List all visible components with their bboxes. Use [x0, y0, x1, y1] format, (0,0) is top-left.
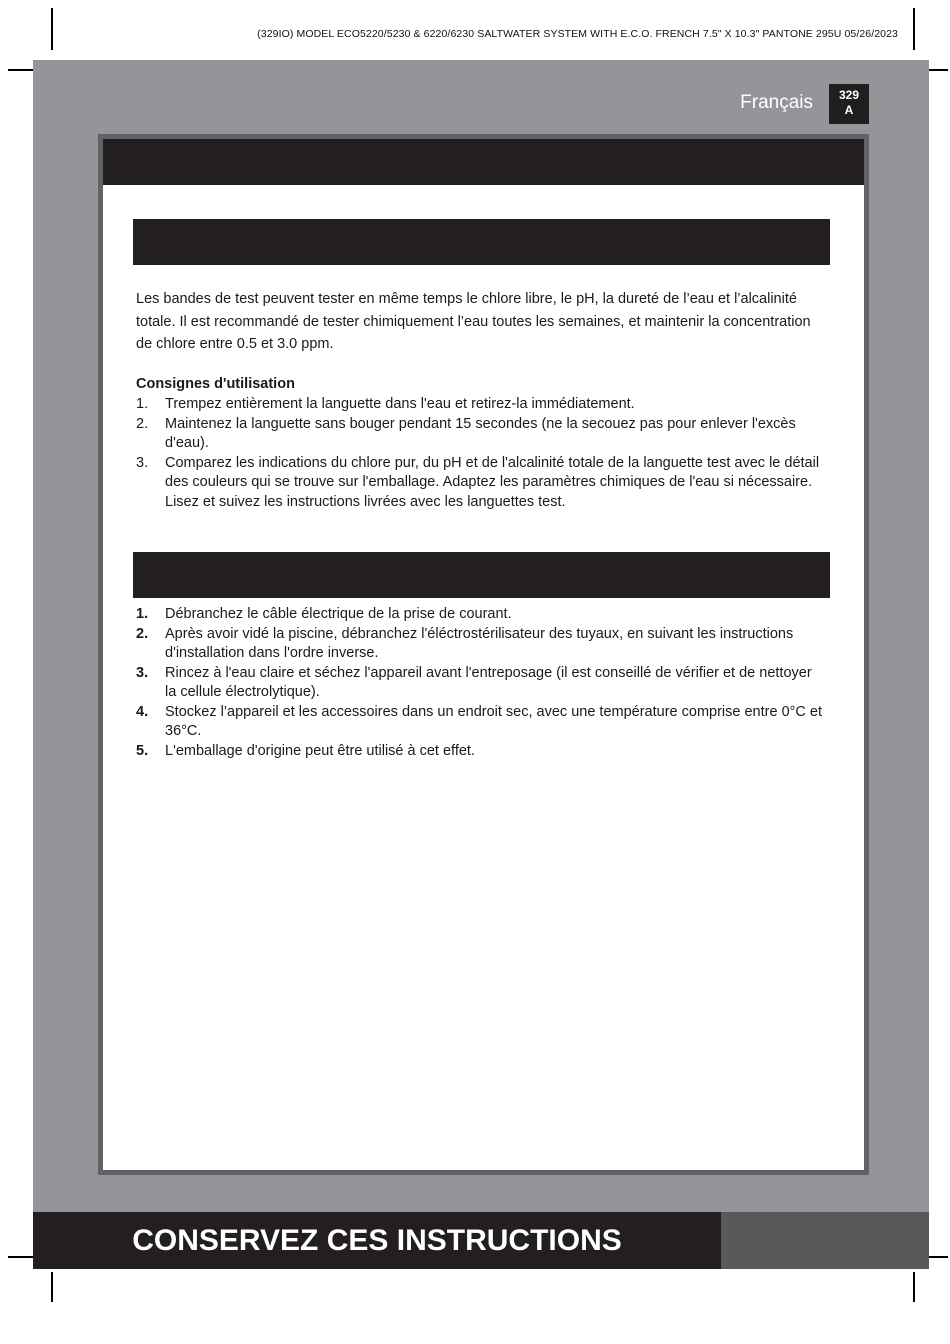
step-number: 4. [136, 703, 149, 720]
content-frame [98, 134, 869, 1175]
step-text: Après avoir vidé la piscine, débranchez l'éléctrostérilisateur des tuyaux, en suivant les instructions d'installation dans l'ordre inverse. [165, 625, 794, 661]
step-text: Stockez l’appareil et les accessoires dans un endroit sec, avec une température comprise entre 0°C et 36°C. [165, 703, 823, 739]
step-text: Maintenez la languette sans bouger pendant 15 secondes (ne la secouez pas pour enlever l'excès d'eau). [165, 415, 796, 451]
step-number: 2. [136, 625, 149, 642]
list-item [136, 664, 826, 703]
footer-banner: CONSERVEZ CES INSTRUCTIONS [33, 1212, 721, 1269]
list-item [136, 742, 826, 762]
step-number: 3. [136, 454, 149, 471]
test-steps-list [136, 395, 826, 512]
list-item [136, 395, 826, 415]
step-text: Débranchez le câble électrique de la prise de courant. [165, 606, 512, 622]
page-number: 329 [838, 88, 860, 102]
list-item [136, 415, 826, 454]
storage-section-bar [133, 552, 830, 598]
language-label: Français [740, 92, 813, 113]
step-number: 1. [136, 396, 149, 412]
storage-steps-list [136, 605, 826, 761]
print-spec-header: (329IO) MODEL ECO5220/5230 & 6220/6230 SALTWATER SYSTEM WITH E.C.O. FRENCH 7.5" X 10.3" PANTONE 295U 05/26/2023 [257, 28, 898, 40]
step-number: 3. [136, 664, 149, 681]
step-number: 5. [136, 742, 149, 759]
crop-mark-bl-vertical [51, 1272, 53, 1302]
list-item [136, 605, 826, 625]
crop-mark-br-vertical [913, 1272, 915, 1302]
test-intro-paragraph: Les bandes de test peuvent tester en même temps le chlore libre, le pH, la dureté de l’eau et l’alcalinité totale. Il est recommandé de tester chimiquement l’eau toutes les semaines, et maintenir la concentration de chlore entre 0.5 et 3.0 ppm. [136, 291, 811, 352]
page-sheet [33, 60, 929, 1269]
footer-accent-block [721, 1212, 929, 1269]
list-item [136, 703, 826, 742]
step-text: Comparez les indications du chlore pur, du pH et de l'alcalinité totale de la languette test avec le détail des couleurs qui se trouve sur l'emballage. Adaptez les paramètres chimiques de l'eau si nécessaire. Lisez et suivez les instructions livrées avec les languettes test. [165, 454, 820, 510]
crop-mark-tr-vertical [913, 8, 915, 50]
page-suffix: A [844, 103, 854, 117]
step-text: Trempez entièrement la languette dans l'eau et retirez-la immédiatement. [165, 396, 635, 412]
list-item [136, 625, 826, 664]
list-item [136, 454, 826, 513]
step-number: 2. [136, 415, 149, 432]
frame-title-bar [103, 139, 864, 185]
step-text: L'emballage d'origine peut être utilisé à cet effet. [165, 742, 475, 759]
step-number: 1. [136, 606, 149, 622]
usage-subheading: Consignes d'utilisation [136, 376, 295, 392]
test-section-bar [133, 219, 830, 265]
page-number-badge [829, 84, 869, 124]
step-text: Rincez à l'eau claire et séchez l'appareil avant l'entreposage (il est conseillé de vérifier et de nettoyer la cellule électrolytique). [165, 664, 812, 700]
